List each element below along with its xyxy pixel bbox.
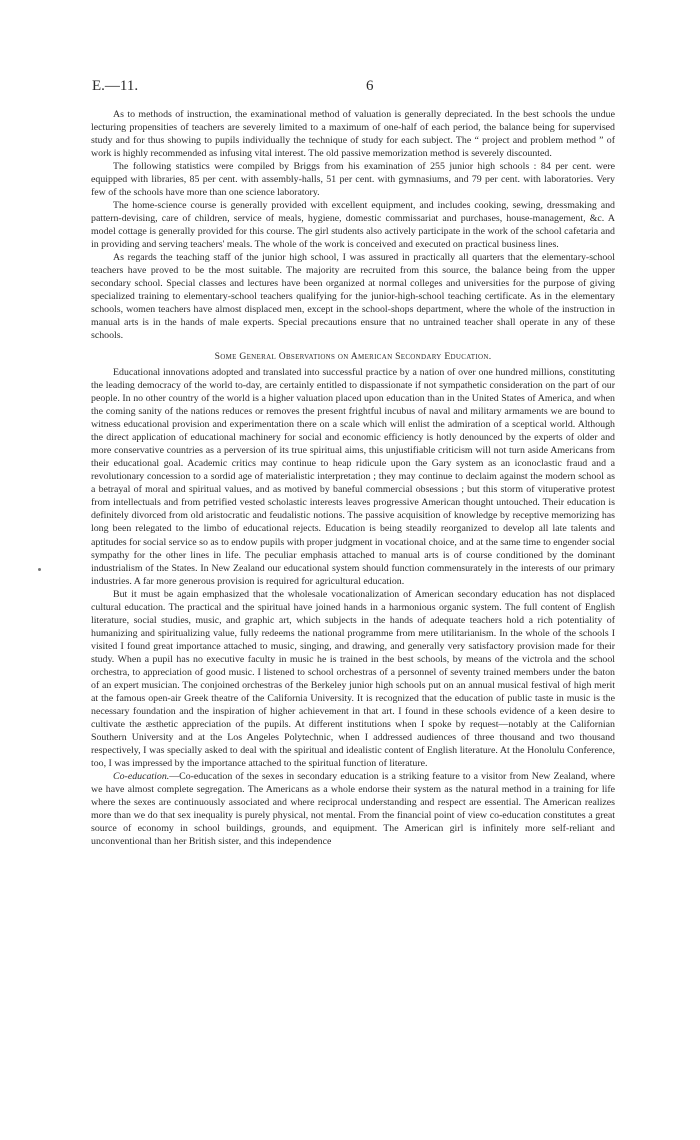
margin-mark — [38, 568, 41, 571]
report-series-code: E.—11. — [92, 78, 139, 94]
section-heading: Some General Observations on American Secondary Education. — [214, 351, 492, 363]
paragraph-text: —Co-education of the sexes in secondary education is a striking feature to a visitor from New Zealand, where we have almost complete segregation. The Americans as a whole endorse their system as the natural method in a training for life where the sexes are continuously associated and where reciprocal understanding and respect are essential. The American realizes more than we do that sex inequality is purely physical, not mental. From the financial point of view co-education constitutes a great source of economy in school buildings, grounds, and equipment. The American girl is infinitely more self-reliant and unconventional than her British sister, and this independence — [91, 770, 615, 847]
paragraph: As regards the teaching staff of the junior high school, I was assured in practically all quarters that the elementary-school teachers have proved to be the most suitable. The majority are recruited from this source, the balance being from the upper secondary school. Special classes and lectures have been organized at normal colleges and universities for the purpose of giving specialized training to elementary-school teachers qualifying for the junior-high-school teaching certificate. As in the elementary schools, women teachers have almost displaced men, except in the school-shops department, where the whole of the instruction in manual arts is in the hands of male experts. Special precautions ensure that no untrained teacher shall operate in any of these schools. — [91, 252, 615, 342]
paragraph: The following statistics were compiled by Briggs from his examination of 255 junior high schools : 84 per cent. were equipped with libraries, 85 per cent. with assembly-halls, 51 per cent. with gymnasiums, and 79 per cent. with laboratories. Very few of the schools have more than one science laboratory. — [91, 161, 615, 199]
page-number: 6 — [366, 78, 374, 94]
paragraph: Educational innovations adopted and translated into successful practice by a nation of over one hundred millions, constituting the leading democracy of the world to-day, are certainly entitled to dispassionate if not sympathetic consideration on the part of our people. In no other country of the world is a higher valuation placed upon education than in the United States of America, and when the coming sanity of the nations reduces or removes the present frightful incubus of naval and military armaments we are bound to witness educational provision and experimentation there on a scale which will enlist the admiration of a sceptical world. Although the direct application of educational machinery for social and economic efficiency is hotly denounced by the experts of older and more conservative countries as a perversion of its true spiritual aims, this unjustifiable criticism will not turn aside Americans from their educational goal. Academic critics may continue to heap ridicule upon the Gary system as an iconoclastic fraud and a revolutionary concession to a sordid age of materialistic interpretation ; they may continue to declaim against the modern school as a betrayal of moral and spiritual values, and as motived by baneful commercial obsessions ; but this storm of vituperative protest from intellectuals and from petrified vested scholastic interests leaves progressive American thought untouched. Their education is definitely divorced from old aristocratic and feudalistic notions. The passive acquisition of knowledge by receptive memorizing has long been relegated to the limbo of educational rejects. Education is being steadily reorganized to develop all late talents and aptitudes for social service so as to endow pupils with proper judgment in vocational choice, and at the same time to engender social sympathy for the other lines in life. The peculiar emphasis attached to manual arts is of course conditioned by the dominant industrialism of the States. In New Zealand our educational system should function commensurately in the interests of our primary industries. A far more generous provision is required for agricultural education. — [91, 367, 615, 587]
paragraph: The home-science course is generally provided with excellent equipment, and includes cooking, sewing, dressmaking and pattern-devising, care of children, service of meals, hygiene, domestic commissariat and purchases, house-management, &c. A model cottage is generally provided for this course. The girl students also actively participate in the work of the school cafetaria and in providing and serving teachers' meals. The whole of the work is conceived and executed on practical business lines. — [91, 200, 615, 251]
paragraph-coeducation — [91, 770, 615, 848]
run-in-heading: Co-education. — [113, 770, 170, 782]
body-text — [91, 108, 615, 848]
paragraph: But it must be again emphasized that the wholesale vocationalization of American secondary education has not displaced cultural education. The practical and the spiritual have joined hands in a harmonious organic system. The full content of English literature, social studies, music, and graphic art, which subjects in the hands of adequate teachers hold a rich potentiality of humanizing and spiritualizing value, fully redeems the national programme from mere utilitarianism. In the whole of the schools I visited I found great importance attached to music, singing, and drawing, and generally very satisfactory provision made for their study. When a pupil has no executive faculty in music he is trained in the best schools, by means of the victrola and the school orchestra, to appreciation of good music. I listened to school orchestras of a personnel of seventy trained members under the baton of an expert musician. The conjoined orchestras of the Berkeley junior high schools put on an annual musical festival of high merit at the famous open-air Greek theatre of the California University. It is recognized that the education of public taste in music is the necessary foundation and the inspiration of higher achievement in that art. I found in these schools evidence of a keen desire to cultivate the æsthetic appreciation of the pupils. At different institutions when I spoke by request—notably at the Californian Southern University and at the Los Angeles Polytechnic, when I addressed audiences of three thousand and two thousand respectively, I was specially asked to deal with the spiritual and idealistic content of English literature. At the Honolulu Conference, too, I was impressed by the importance attached to the spiritual function of literature. — [91, 588, 615, 769]
paragraph: As to methods of instruction, the examinational method of valuation is generally depreciated. In the best schools the undue lecturing propensities of teachers are severely limited to a maximum of one-half of each period, the balance being for supervised study and for thus showing to pupils individually the technique of study for each subject. The “ project and problem method ” of work is highly recommended as infusing vital interest. The old passive memorization method is severely discounted. — [91, 109, 615, 160]
